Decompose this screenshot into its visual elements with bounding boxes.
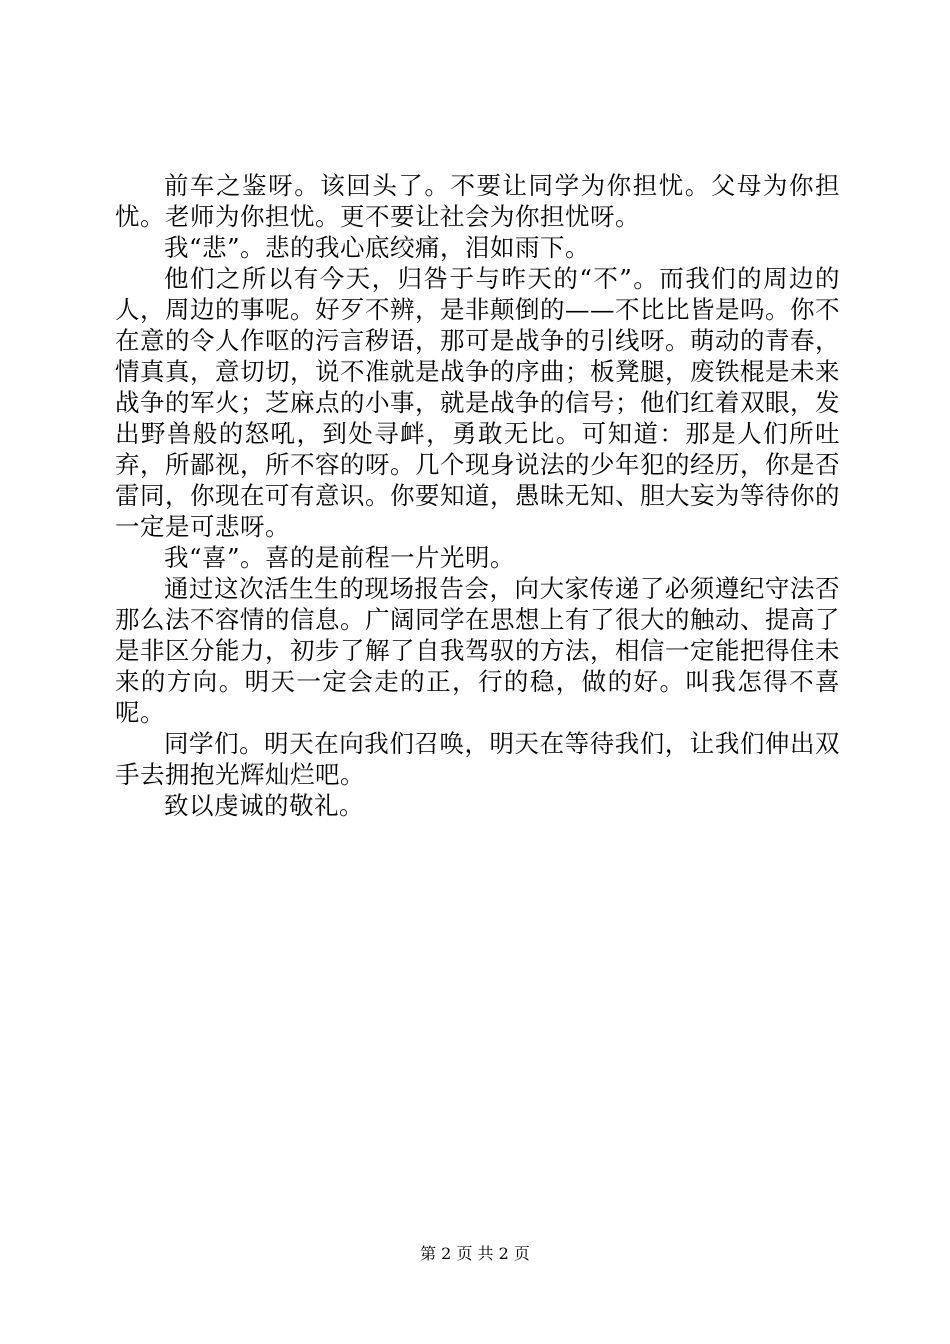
paragraph-6: 同学们。明天在向我们召唤，明天在等待我们，让我们伸出双手去拥抱光辉灿烂吧。 <box>115 729 840 789</box>
paragraph-7: 致以虔诚的敬礼。 <box>164 791 364 820</box>
paragraph-1: 前车之鉴呀。该回头了。不要让同学为你担忧。父母为你担忧。老师为你担忧。更不要让社会为你担忧呀。 <box>115 171 840 231</box>
paragraph-2: 我“悲”。悲的我心底绞痛，泪如雨下。 <box>164 233 591 262</box>
paragraph-3: 他们之所以有今天，归咎于与昨天的“不”。而我们的周边的人，周边的事呢。好歹不辨，是非颠倒的——不比比皆是吗。你不在意的令人作呕的污言秽语，那可是战争的引线呀。萌动的青春，情真真，意切切，说不准就是战争的序曲；板凳腿，废铁棍是未来战争的军火；芝麻点的小事，就是战争的信号；他们红着双眼，发出野兽般的怒吼，到处寻衅，勇敢无比。可知道：那是人们所吐弃，所鄙视，所不容的呀。几个现身说法的少年犯的经历，你是否雷同，你现在可有意识。你要知道，愚昧无知、胆大妄为等待你的一定是可悲呀。 <box>115 264 840 541</box>
paragraph-4: 我“喜”。喜的是前程一片光明。 <box>164 543 516 572</box>
document-body <box>115 170 840 821</box>
paragraph-5: 通过这次活生生的现场报告会，向大家传递了必须遵纪守法否那么法不容情的信息。广阔同学在思想上有了很大的触动、提高了是非区分能力，初步了解了自我驾驭的方法，相信一定能把得住未来的方向。明天一定会走的正，行的稳，做的好。叫我怎得不喜呢。 <box>115 574 840 727</box>
page-footer <box>0 1244 950 1264</box>
page-number: 第 2 页 共 2 页 <box>420 1244 530 1263</box>
